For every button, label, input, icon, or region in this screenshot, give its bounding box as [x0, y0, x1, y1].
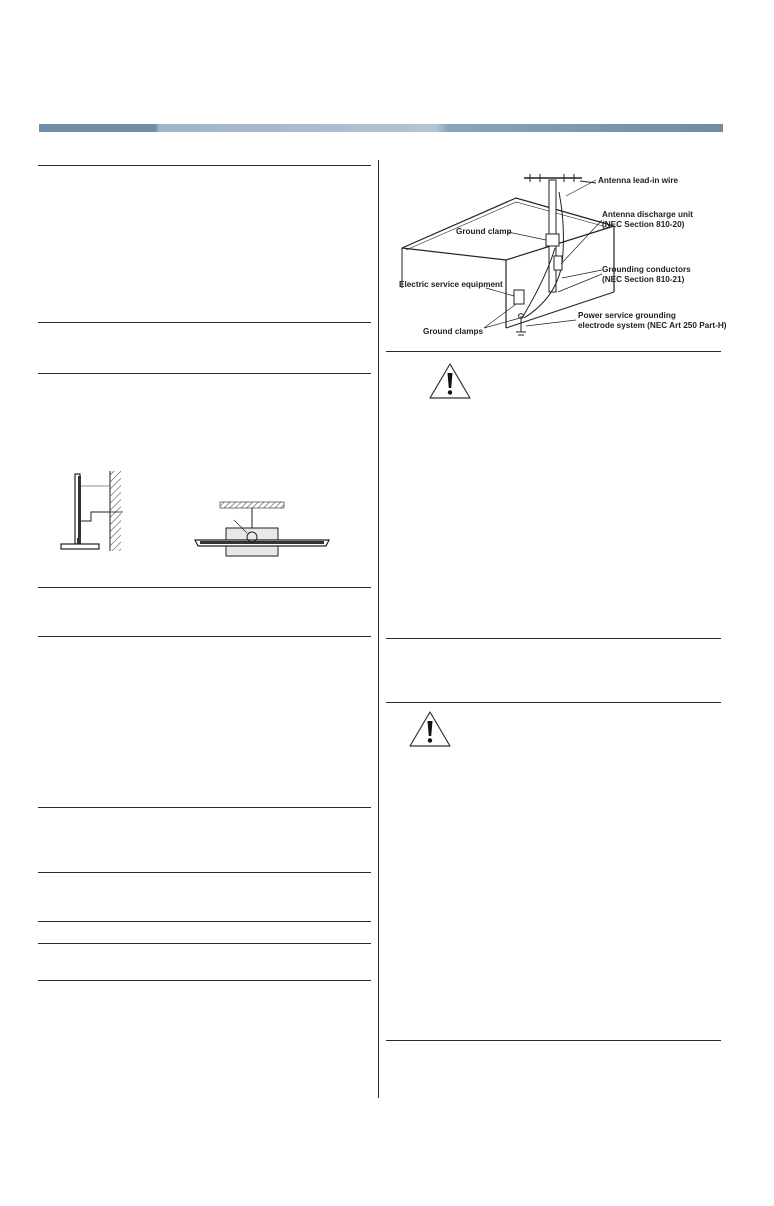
label-discharge-unit: Antenna discharge unit [602, 210, 693, 219]
left-rule-6 [38, 807, 371, 808]
label-lead-in-wire: Antenna lead-in wire [598, 176, 679, 185]
warning-icon [408, 710, 452, 748]
label-discharge-unit-section: (NEC Section 810-20) [602, 220, 685, 229]
left-rule-3 [38, 373, 371, 374]
right-rule-1 [386, 351, 721, 352]
left-rule-5 [38, 636, 371, 637]
left-rule-7 [38, 872, 371, 873]
left-rule-9 [38, 943, 371, 944]
label-power-grounding: Power service grounding [578, 311, 676, 320]
left-rule-10 [38, 980, 371, 981]
label-ground-clamps: Ground clamps [423, 327, 484, 336]
label-ground-clamp: Ground clamp [456, 227, 512, 236]
warning-icon [428, 362, 472, 400]
tv-wall-side-illustration [55, 466, 130, 552]
label-power-grounding-electrode: electrode system (NEC Art 250 Part-H) [578, 321, 726, 330]
left-rule-2 [38, 322, 371, 323]
header-bar [39, 124, 723, 132]
left-rule-8 [38, 921, 371, 922]
antenna-grounding-diagram [396, 168, 726, 346]
left-rule-4 [38, 587, 371, 588]
label-electric-service: Electric service equipment [399, 280, 503, 289]
tv-top-view-illustration [192, 500, 332, 558]
right-rule-3 [386, 702, 721, 703]
column-divider [378, 160, 379, 1098]
label-grounding-conductors: Grounding conductors [602, 265, 691, 274]
label-grounding-conductors-section: (NEC Section 810-21) [602, 275, 685, 284]
right-rule-2 [386, 638, 721, 639]
left-rule-1 [38, 165, 371, 166]
right-rule-4 [386, 1040, 721, 1041]
